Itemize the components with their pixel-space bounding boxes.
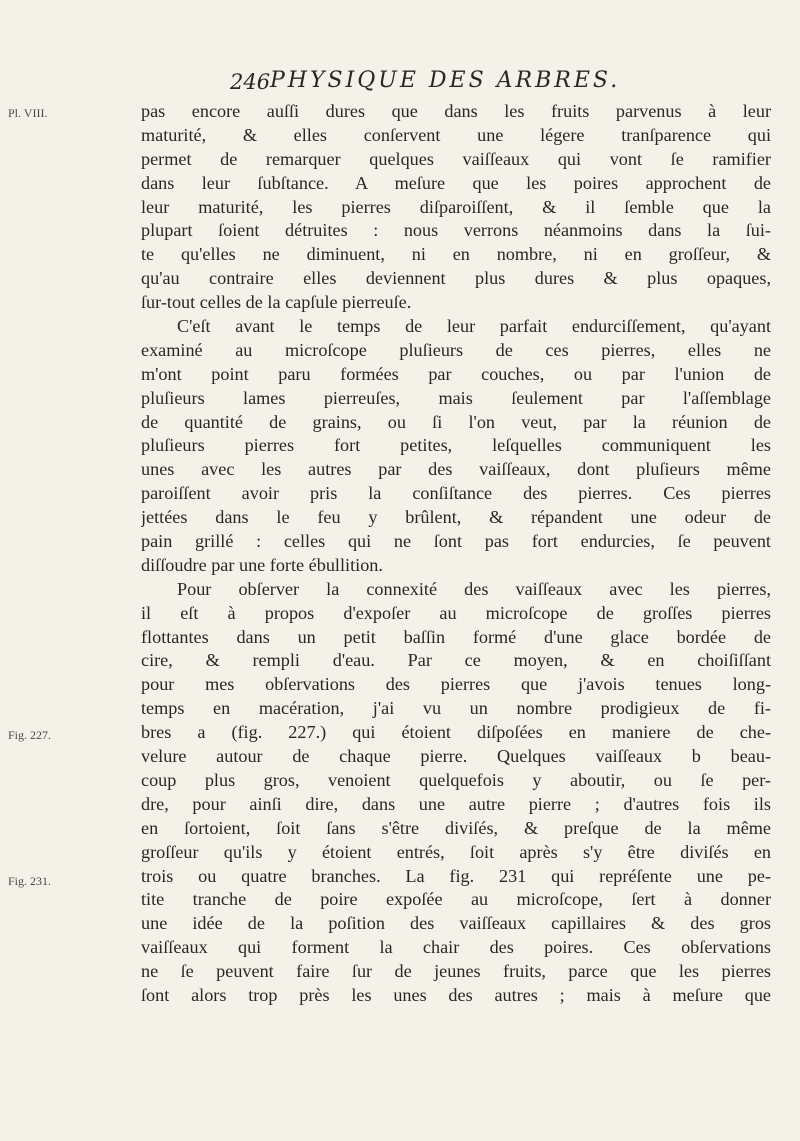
text-line: groſſeur qu'ils y étoient entrés, ſoit après s'y être diviſés en — [141, 841, 771, 862]
text-line: m'ont point paru formées par couches, ou par l'union de — [141, 363, 771, 384]
body-text — [141, 100, 771, 1008]
running-title: PHYSIQUE DES ARBRES. — [270, 68, 621, 93]
text-line: une idée de la poſition des vaiſſeaux capillaires & des gros — [141, 913, 771, 934]
margin-note-plate: Pl. VIII. — [8, 106, 48, 120]
text-line: tite tranche de poire expoſée au microſcope, ſert à donner — [141, 889, 771, 910]
margin-note-fig-231: Fig. 231. — [8, 874, 52, 888]
text-line: leur maturité, les pierres diſparoiſſent, & il ſemble que la — [141, 196, 771, 217]
text-line: dans leur ſubſtance. A meſure que les poires approchent de — [141, 172, 771, 193]
page-number: 246 — [230, 70, 271, 94]
text-line: il eſt à propos d'expoſer au microſcope de groſſes pierres — [141, 602, 771, 623]
text-line: flottantes dans un petit baſſin formé d'une glace bordée de — [141, 626, 771, 647]
text-line: pas encore auſſi dures que dans les fruits parvenus à leur — [141, 101, 771, 121]
text-line: plupart ſoient détruites : nous verrons néanmoins dans la ſui- — [141, 220, 771, 241]
text-line: examiné au microſcope pluſieurs de ces pierres, elles ne — [141, 339, 771, 360]
text-line: cire, & rempli d'eau. Par ce moyen, & en choiſiſſant — [141, 650, 771, 671]
text-line: ne ſe peuvent faire ſur de jeunes fruits, parce que les pierres — [141, 961, 771, 982]
text-line: temps en macération, j'ai vu un nombre prodigieux de fi- — [141, 698, 771, 719]
text-line: en ſortoient, ſoit ſans s'être diviſés, & preſque de la même — [141, 817, 771, 838]
text-line: unes avec les autres par des vaiſſeaux, dont pluſieurs même — [141, 459, 771, 480]
text-line: bres a (fig. 227.) qui étoient diſpoſées en maniere de che- — [141, 722, 771, 743]
page-header — [230, 68, 650, 102]
paragraph-start: Pour obſerver la connexité des vaiſſeaux avec les pierres, — [177, 578, 771, 599]
text-line: coup plus gros, venoient quelquefois y aboutir, ou ſe per- — [141, 769, 771, 790]
text-line: trois ou quatre branches. La fig. 231 qui repréſente une pe- — [141, 865, 771, 886]
text-line: dre, pour ainſi dire, dans une autre pierre ; d'autres fois ils — [141, 793, 771, 814]
text-line: pluſieurs pierres fort petites, leſquelles communiquent les — [141, 435, 771, 456]
text-line: jettées dans le feu y brûlent, & répandent une odeur de — [141, 507, 771, 528]
margin-note-fig-227: Fig. 227. — [8, 728, 52, 742]
text-line: qu'au contraire elles deviennent plus dures & plus opaques, — [141, 268, 771, 289]
text-line: pour mes obſervations des pierres que j'avois tenues long- — [141, 674, 771, 695]
text-line: te qu'elles ne diminuent, ni en nombre, ni en groſſeur, & — [141, 244, 771, 265]
text-line: ſur-tout celles de la capſule pierreuſe. — [141, 292, 412, 313]
text-line: diſſoudre par une forte ébullition. — [141, 554, 383, 575]
text-line: pluſieurs lames pierreuſes, mais ſeulement par l'aſſemblage — [141, 387, 771, 408]
text-line: velure autour de chaque pierre. Quelques vaiſſeaux b beau- — [141, 746, 771, 767]
text-line: paroiſſent avoir pris la conſiſtance des pierres. Ces pierres — [141, 483, 771, 504]
text-line: pain grillé : celles qui ne ſont pas fort endurcies, ſe peuvent — [141, 531, 771, 552]
text-line: vaiſſeaux qui forment la chair des poires. Ces obſervations — [141, 937, 771, 958]
text-line: maturité, & elles conſervent une légere tranſparence qui — [141, 124, 771, 145]
text-line: de quantité de grains, ou ſi l'on veut, par la réunion de — [141, 411, 771, 432]
paragraph-start: C'eſt avant le temps de leur parfait endurciſſement, qu'ayant — [177, 316, 771, 337]
text-line: ſont alors trop près les unes des autres ; mais à meſure que — [141, 984, 771, 1005]
text-line: permet de remarquer quelques vaiſſeaux qui vont ſe ramifier — [141, 148, 771, 169]
